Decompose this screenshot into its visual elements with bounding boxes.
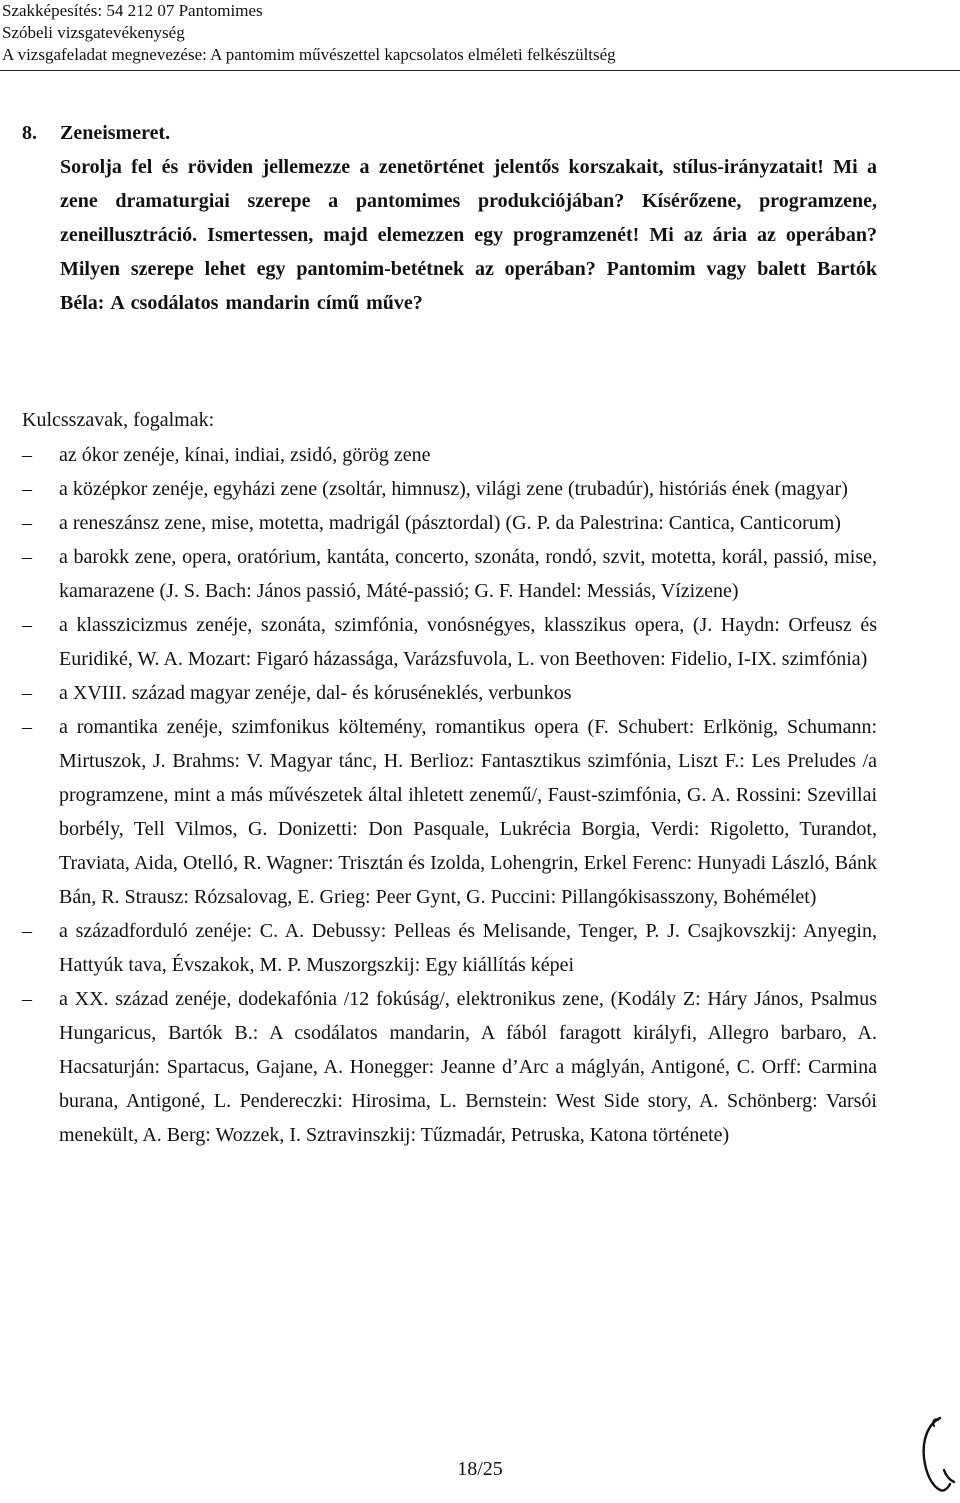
list-item xyxy=(22,676,877,710)
list-item-text: a XX. század zenéje, dodekafónia /12 fokúság/, elektronikus zene, (Kodály Z: Háry János, Psalmus Hungaricus, Bartók B.: A csodálatos mandarin, A fából faragott királyfi, Allegro barbaro, A. Hacsaturján: Spartacus, Gajane, A. Honegger: Jeanne d’Arc a máglyán, Antigoné, C. Orff: Carmina burana, Antigoné, L. Pendereczki: Hirosima, L. Bernstein: West Side story, A. Schönberg: Varsói menekült, A. Berg: Wozzek, I. Sztravinszkij: Tűzmadár, Petruska, Katona története) xyxy=(59,988,877,1146)
header-qualification: Szakképesítés: 54 212 07 Pantomimes xyxy=(2,1,263,20)
question-block xyxy=(22,116,877,320)
dash-bullet: – xyxy=(22,682,32,704)
list-item xyxy=(22,982,877,1152)
list-item-text: az ókor zenéje, kínai, indiai, zsidó, görög zene xyxy=(59,444,431,466)
dash-bullet: – xyxy=(22,614,32,636)
keywords-list xyxy=(22,438,877,1152)
question-title: Zeneismeret. xyxy=(60,122,171,144)
dash-bullet: – xyxy=(22,920,32,942)
list-item xyxy=(22,710,877,914)
list-item-text: a barokk zene, opera, oratórium, kantáta, concerto, szonáta, rondó, szvit, motetta, korál, passió, mise, kamarazene (J. S. Bach: János passió, Máté-passió; G. F. Handel: Messiás, Vízizene) xyxy=(59,546,877,602)
list-item xyxy=(22,438,877,472)
handwritten-signature xyxy=(910,1410,956,1500)
question-number: 8. xyxy=(22,122,37,144)
list-item-text: a romantika zenéje, szimfonikus költemény, romantikus opera (F. Schubert: Erlkönig, Schumann: Mirtuszok, J. Brahms: V. Magyar tánc, H. Berlioz: Fantasztikus szimfónia, Liszt F.: Les Preludes /a programzene, mint a más művészetek által ihletett zenemű/, Faust-szimfónia, G. A. Rossini: Szevillai borbély, Tell Vilmos, G. Donizetti: Don Pasquale, Lukrécia Borgia, Verdi: Rigoletto, Turandot, Traviata, Aida, Otelló, R. Wagner: Trisztán és Izolda, Lohengrin, Erkel Ferenc: Hunyadi László, Bánk Bán, R. Strausz: Rózsalovag, E. Grieg: Peer Gynt, G. Puccini: Pillangókisasszony, Bohémélet) xyxy=(59,716,877,908)
list-item-text: a klasszicizmus zenéje, szonáta, szimfónia, vonósnégyes, klasszikus opera, (J. Haydn: Orfeusz és Euridiké, W. A. Mozart: Figaró házassága, Varázsfuvola, L. von Beethoven: Fidelio, I-IX. szimfónia) xyxy=(59,614,877,670)
question-text: Sorolja fel és röviden jellemezze a zenetörténet jelentős korszakait, stílus-irányzatait! Mi a zene dramaturgiai szerepe a pantomimes produkciójában? Kísérőzene, programzene, zeneillusztráció. Ismertessen, majd elemezzen egy programzenét! Mi az ária az operában? Milyen szerepe lehet egy pantomim-betétnek az operában? Pantomim vagy balett Bartók Béla: A csodálatos mandarin című műve? xyxy=(60,156,877,314)
dash-bullet: – xyxy=(22,444,32,466)
dash-bullet: – xyxy=(22,512,32,534)
list-item xyxy=(22,506,877,540)
list-item-text: a századforduló zenéje: C. A. Debussy: Pelleas és Melisande, Tenger, P. J. Csajkovszkij: Anyegin, Hattyúk tava, Évszakok, M. P. Muszorgszkij: Egy kiállítás képei xyxy=(59,920,877,976)
list-item xyxy=(22,540,877,608)
list-item-text: a reneszánsz zene, mise, motetta, madrigál (pásztordal) (G. P. da Palestrina: Cantica, Canticorum) xyxy=(59,512,841,534)
list-item-text: a XVIII. század magyar zenéje, dal- és kóruséneklés, verbunkos xyxy=(59,682,572,704)
header-divider xyxy=(0,70,960,71)
header-task-name: A vizsgafeladat megnevezése: A pantomim művészettel kapcsolatos elméleti felkészültség xyxy=(2,45,616,64)
list-item xyxy=(22,608,877,676)
list-item-text: a középkor zenéje, egyházi zene (zsoltár, himnusz), világi zene (trubadúr), históriás ének (magyar) xyxy=(59,478,848,500)
header-exam-activity: Szóbeli vizsgatevékenység xyxy=(2,23,185,42)
list-item xyxy=(22,914,877,982)
dash-bullet: – xyxy=(22,478,32,500)
question-heading xyxy=(22,116,877,150)
dash-bullet: – xyxy=(22,546,32,568)
dash-bullet: – xyxy=(22,988,32,1010)
keywords-title: Kulcsszavak, fogalmak: xyxy=(22,409,215,431)
page-number: 18/25 xyxy=(457,1458,503,1480)
list-item xyxy=(22,472,877,506)
page-header xyxy=(2,0,616,66)
dash-bullet: – xyxy=(22,716,32,738)
